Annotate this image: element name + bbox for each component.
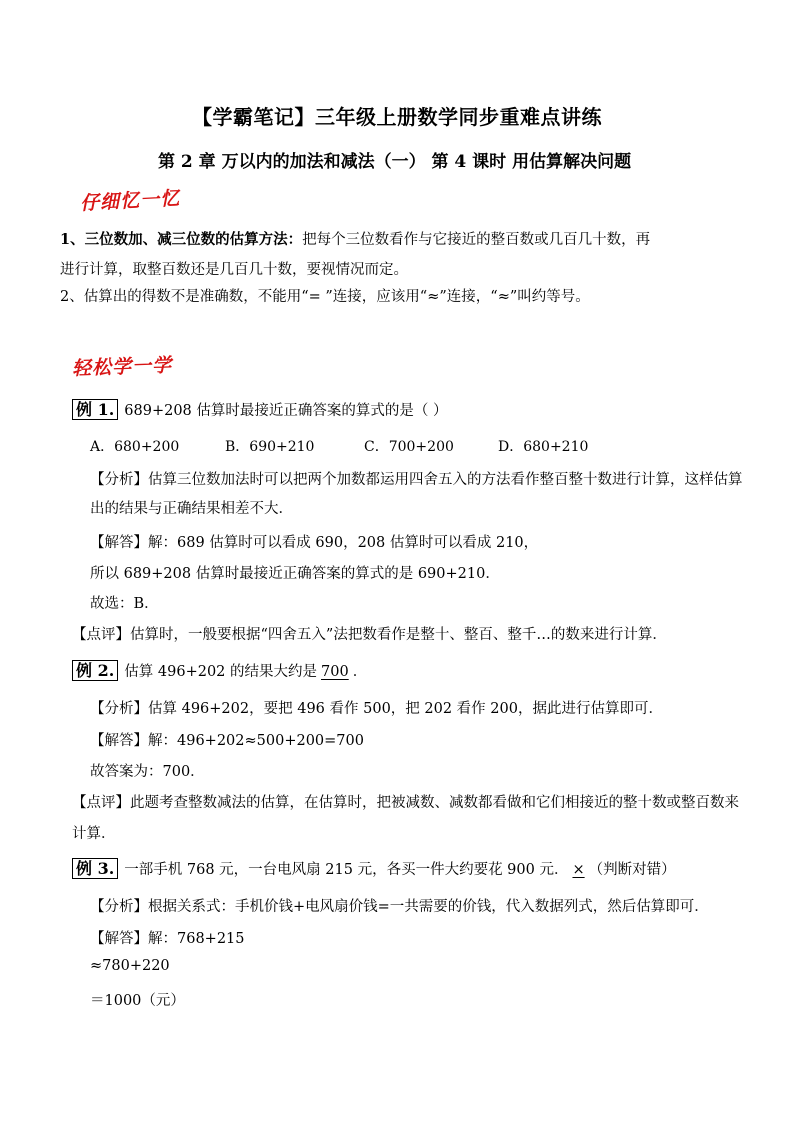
example-1-label: 例 1. bbox=[72, 399, 118, 420]
example-1-comment: 【点评】估算时，一般要根据“四舍五入”法把数看作是整十、整百、整千…的数来进行计算． bbox=[72, 627, 667, 643]
example-2-answer-line-2: 故答案为：700． bbox=[90, 764, 205, 780]
example-2-question-line bbox=[72, 660, 367, 681]
example-1-option-d: D．680+210 bbox=[498, 439, 589, 455]
example-3-question-line bbox=[72, 858, 676, 879]
key-point-1-text: 把每个三位数看作与它接近的整百数或几百几十数，再 bbox=[302, 232, 651, 248]
example-2-answer-line-1: 【解答】解：496+202≈500+200=700 bbox=[90, 733, 364, 749]
key-point-1-title: 1、三位数加、减三位数的估算方法： bbox=[60, 231, 303, 248]
section-heading-recall: 仔细忆一忆 bbox=[79, 187, 181, 215]
example-3-question-pre: 一部手机 768 元，一台电风扇 215 元，各买一件大约要花 900 元． bbox=[124, 862, 569, 878]
section-heading-learn: 轻松学一学 bbox=[71, 354, 173, 380]
example-2-analysis: 【分析】估算 496+202，要把 496 看作 500，把 202 看作 200，据此进行估算即可． bbox=[90, 701, 663, 717]
example-1-answer-line-3: 故选：B． bbox=[90, 596, 159, 612]
example-3-analysis: 【分析】根据关系式：手机价钱+电风扇价钱=一共需要的价钱，代入数据列式，然后估算即可． bbox=[90, 899, 709, 915]
example-2-question-pre: 估算 496+202 的结果大约是 bbox=[124, 664, 318, 680]
example-1-answer-line-1: 【解答】解：689 估算时可以看成 690，208 估算时可以看成 210， bbox=[90, 535, 539, 551]
example-3-question-post: （判断对错） bbox=[588, 862, 676, 878]
example-3-answer-blank: × bbox=[572, 862, 585, 878]
example-2-comment-line-1: 【点评】此题考查整数减法的估算，在估算时，把被减数、减数都看做和它们相接近的整十数或整百数来 bbox=[72, 795, 739, 811]
example-1-question-line bbox=[72, 399, 448, 420]
example-1-question: 689+208 估算时最接近正确答案的算式的是（ ） bbox=[124, 403, 448, 419]
example-1-option-c: C．700+200 bbox=[364, 439, 454, 455]
example-2-answer-blank: 700 bbox=[321, 664, 349, 680]
example-1-answer-line-2: 所以 689+208 估算时最接近正确答案的算式的是 690+210． bbox=[90, 566, 500, 582]
key-point-1-line-1 bbox=[60, 228, 650, 249]
example-3-label: 例 3. bbox=[72, 858, 118, 879]
example-2-question-post: ． bbox=[352, 664, 368, 680]
example-2-label: 例 2. bbox=[72, 660, 118, 681]
example-1-option-a: A．680+200 bbox=[90, 439, 180, 455]
page-subtitle: 第 2 章 万以内的加法和减法（一） 第 4 课时 用估算解决问题 bbox=[158, 152, 632, 172]
example-3-answer-line-1: 【解答】解：768+215 bbox=[90, 931, 245, 947]
page-title: 【学霸笔记】三年级上册数学同步重难点讲练 bbox=[192, 105, 602, 129]
key-point-1-line-2: 进行计算，取整百数还是几百几十数，要视情况而定。 bbox=[60, 262, 408, 278]
example-3-answer-line-3: ＝1000（元） bbox=[90, 993, 185, 1009]
example-2-comment-line-2: 计算． bbox=[72, 826, 116, 842]
example-1-analysis-line-2: 出的结果与正确结果相差不大． bbox=[90, 501, 293, 517]
example-1-option-b: B．690+210 bbox=[225, 439, 315, 455]
example-1-analysis-line-1: 【分析】估算三位数加法时可以把两个加数都运用四舍五入的方法看作整百整十数进行计算，这样估算 bbox=[90, 472, 743, 488]
key-point-2: 2、估算出的得数不是准确数，不能用“= ”连接，应该用“≈”连接，“≈”叫约等号。 bbox=[60, 289, 590, 305]
example-3-answer-line-2: ≈780+220 bbox=[90, 958, 170, 974]
